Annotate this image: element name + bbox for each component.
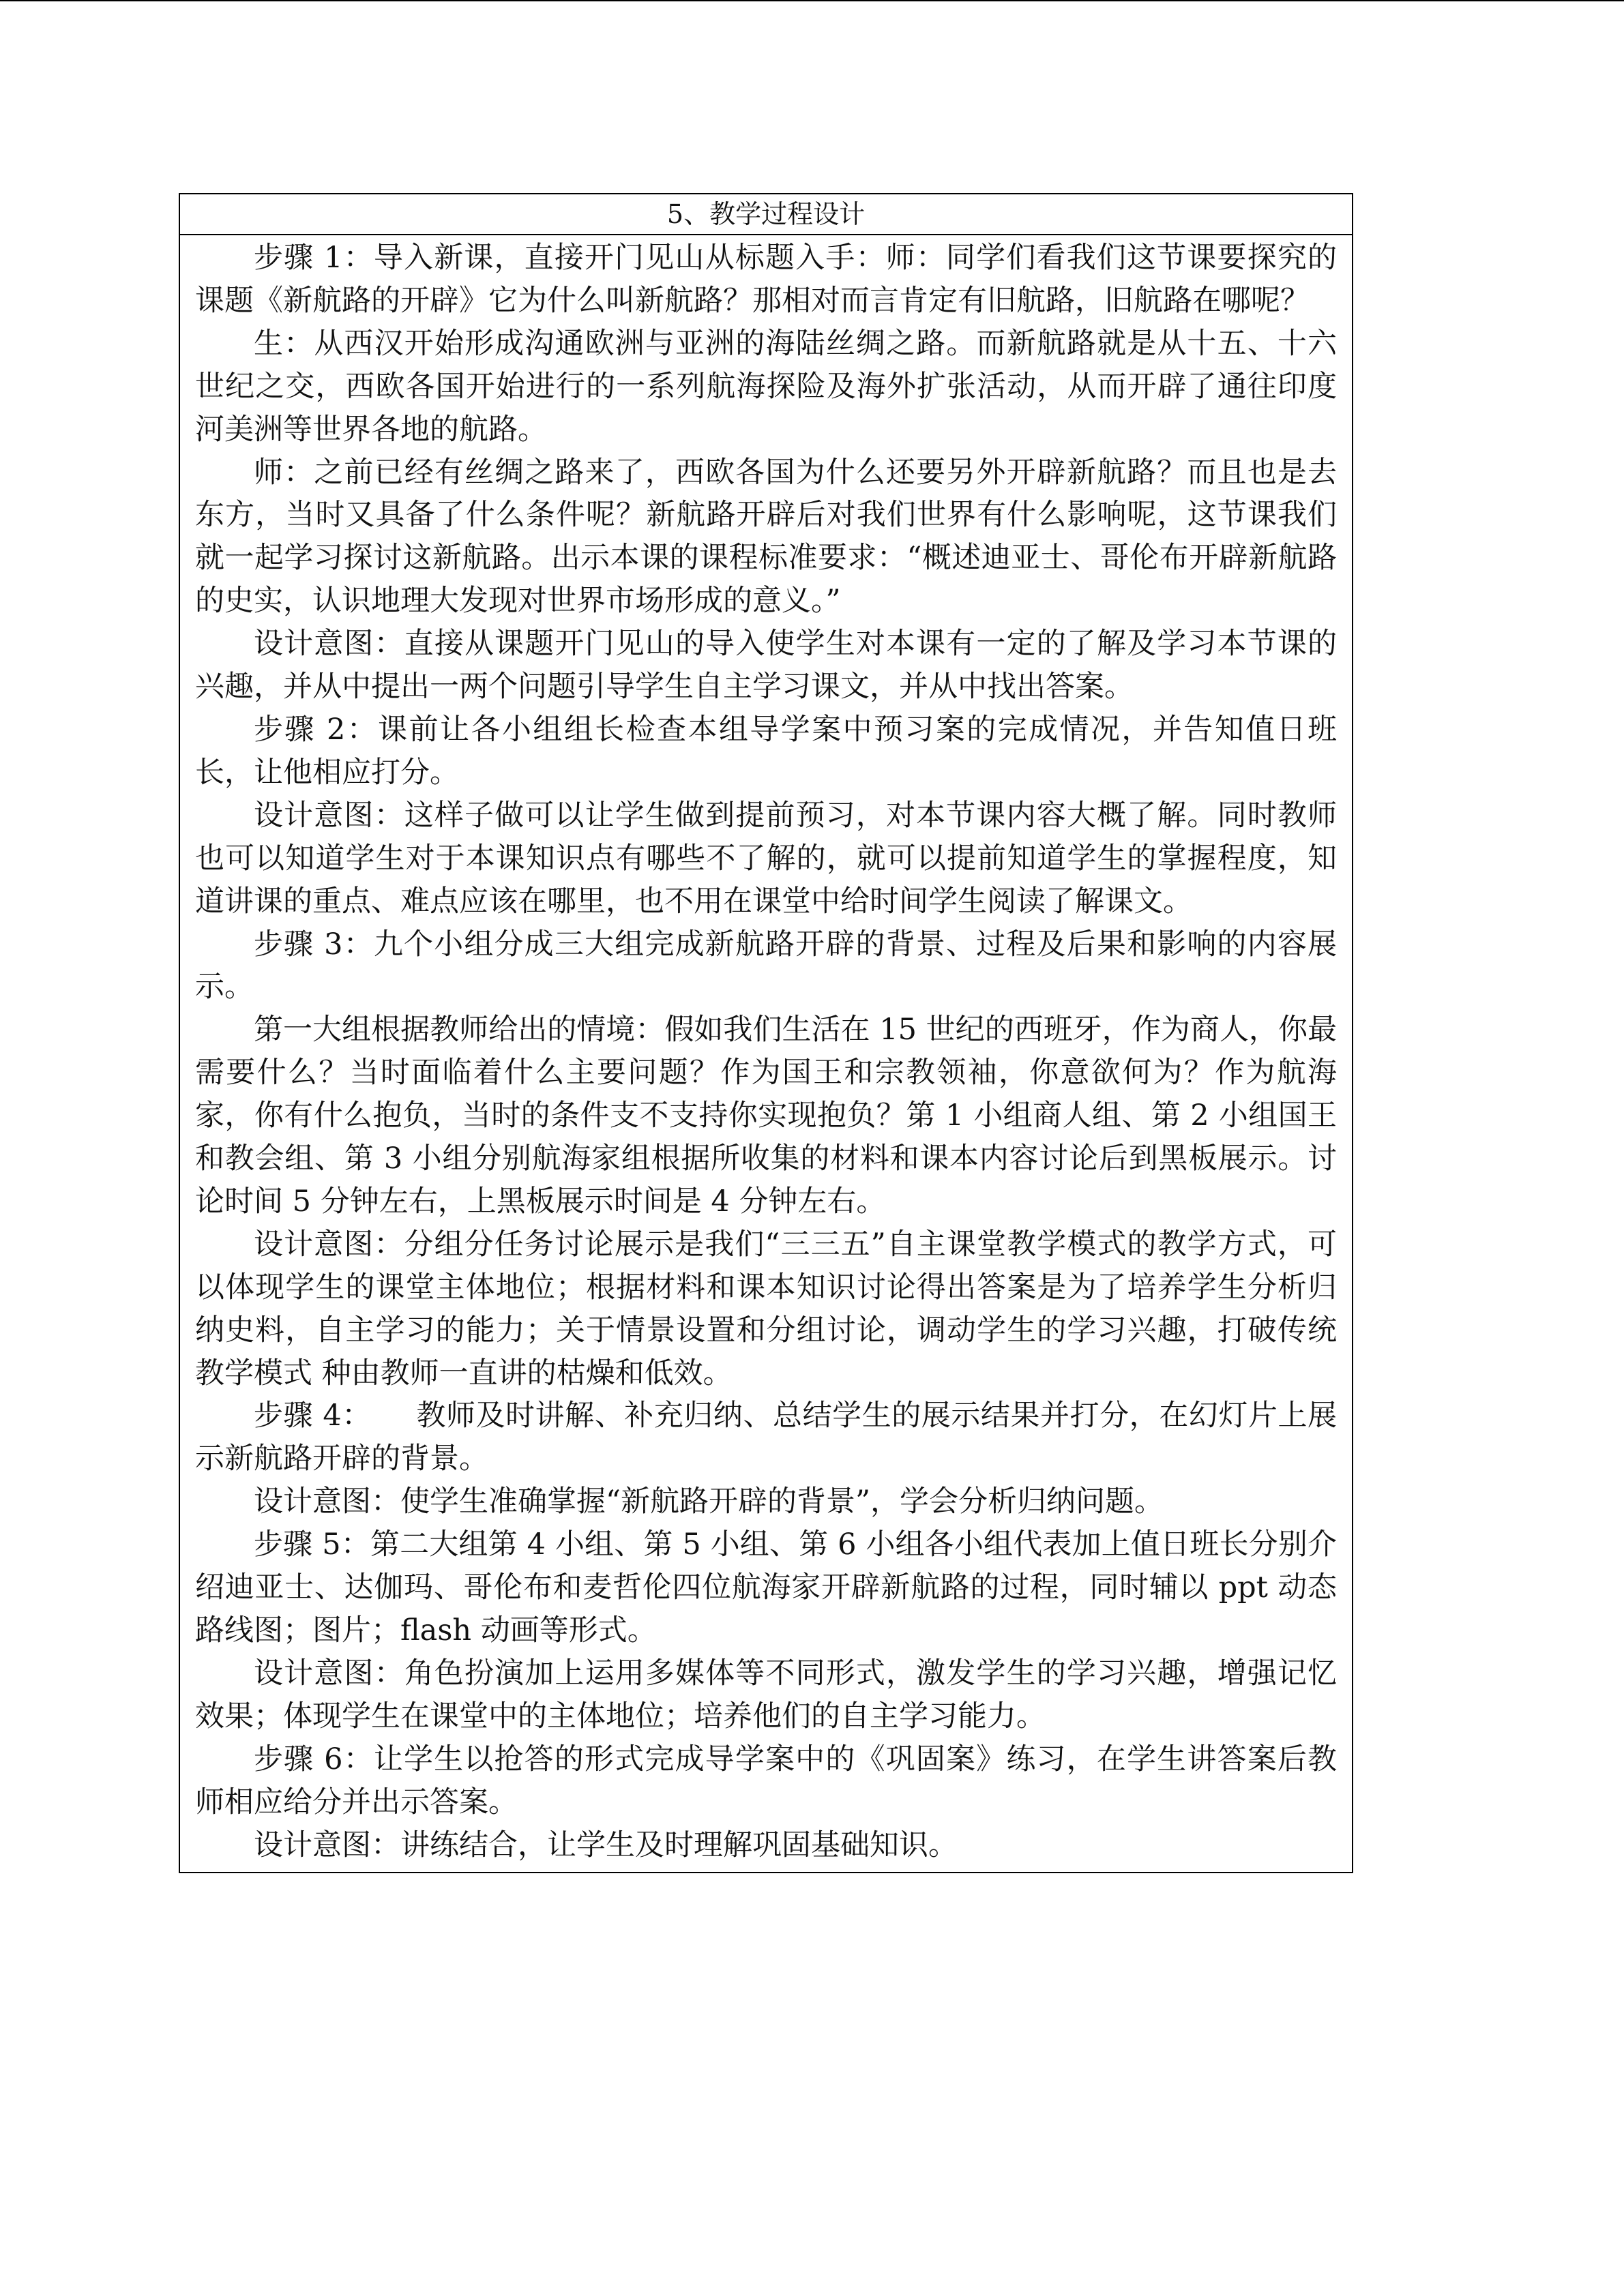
teaching-process-table: [179, 193, 1353, 1873]
page-top-border: [0, 0, 1624, 1]
paragraph-teacher-question: 师：之前已经有丝绸之路来了，西欧各国为什么还要另外开辟新航路？而且也是去东方，当时又具备了什么条件呢？新航路开辟后对我们世界有什么影响呢，这节课我们就一起学习探讨这新航路。出示本课的课程标准要求：“概述迪亚士、哥伦布开辟新航路的史实，认识地理大发现对世界市场形成的意义。”: [195, 455, 1337, 618]
paragraph-step-2: 步骤 2：课前让各小组组长检查本组导学案中预习案的完成情况，并告知值日班长，让他相应打分。: [195, 712, 1337, 790]
paragraph-step-5: 步骤 5：第二大组第 4 小组、第 5 小组、第 6 小组各小组代表加上值日班长分别介绍迪亚士、达伽玛、哥伦布和麦哲伦四位航海家开辟新航路的过程，同时辅以 ppt 动态路线图；图片；flash 动画等形式。: [195, 1527, 1337, 1648]
paragraph-student-answer: 生：从西汉开始形成沟通欧洲与亚洲的海陆丝绸之路。而新航路就是从十五、十六世纪之交，西欧各国开始进行的一系列航海探险及海外扩张活动，从而开辟了通往印度河美洲等世界各地的航路。: [195, 326, 1337, 447]
paragraph-step-3: 步骤 3：九个小组分成三大组完成新航路开辟的背景、过程及后果和影响的内容展示。: [195, 927, 1337, 1004]
paragraph-design-intent-6: 设计意图：讲练结合，让学生及时理解巩固基础知识。: [254, 1828, 958, 1862]
table-body: [180, 235, 1352, 1872]
paragraph-step-6: 步骤 6：让学生以抢答的形式完成导学案中的《巩固案》练习，在学生讲答案后教师相应给分并出示答案。: [195, 1742, 1337, 1819]
section-title: 5、教学过程设计: [180, 194, 1352, 235]
paragraph-design-intent-3: 设计意图：分组分任务讨论展示是我们“三三五”自主课堂教学模式的教学方式，可以体现学生的课堂主体地位；根据材料和课本知识讨论得出答案是为了培养学生分析归纳史料，自主学习的能力；关于情景设置和分组讨论，调动学生的学习兴趣，打破传统教学模式 种由教师一直讲的枯燥和低效。: [195, 1227, 1337, 1390]
paragraph-step-4: 步骤 4： 教师及时讲解、补充归纳、总结学生的展示结果并打分，在幻灯片上展示新航路开辟的背景。: [195, 1399, 1337, 1476]
paragraph-step-1: 步骤 1：导入新课，直接开门见山从标题入手：师：同学们看我们这节课要探究的课题《新航路的开辟》它为什么叫新航路？那相对而言肯定有旧航路，旧航路在哪呢？: [195, 241, 1337, 318]
paragraph-design-intent-1: 设计意图：直接从课题开门见山的导入使学生对本课有一定的了解及学习本节课的兴趣，并从中提出一两个问题引导学生自主学习课文，并从中找出答案。: [195, 627, 1337, 704]
paragraph-group-one-scenario: 第一大组根据教师给出的情境：假如我们生活在 15 世纪的西班牙，作为商人，你最需要什么？当时面临着什么主要问题？作为国王和宗教领袖，你意欲何为？作为航海家，你有什么抱负，当时的条件支不支持你实现抱负？第 1 小组商人组、第 2 小组国王和教会组、第 3 小组分别航海家组根据所收集的材料和课本内容讨论后到黑板展示。讨论时间 5 分钟左右，上黑板展示时间是 4 分钟左右。: [195, 1013, 1337, 1219]
paragraph-design-intent-4: 设计意图：使学生准确掌握“新航路开辟的背景”，学会分析归纳问题。: [254, 1485, 1164, 1519]
paragraph-design-intent-5: 设计意图：角色扮演加上运用多媒体等不同形式，激发学生的学习兴趣，增强记忆效果；体现学生在课堂中的主体地位；培养他们的自主学习能力。: [195, 1656, 1337, 1733]
paragraph-design-intent-2: 设计意图：这样子做可以让学生做到提前预习，对本节课内容大概了解。同时教师也可以知道学生对于本课知识点有哪些不了解的，就可以提前知道学生的掌握程度，知道讲课的重点、难点应该在哪里，也不用在课堂中给时间学生阅读了解课文。: [195, 798, 1337, 919]
